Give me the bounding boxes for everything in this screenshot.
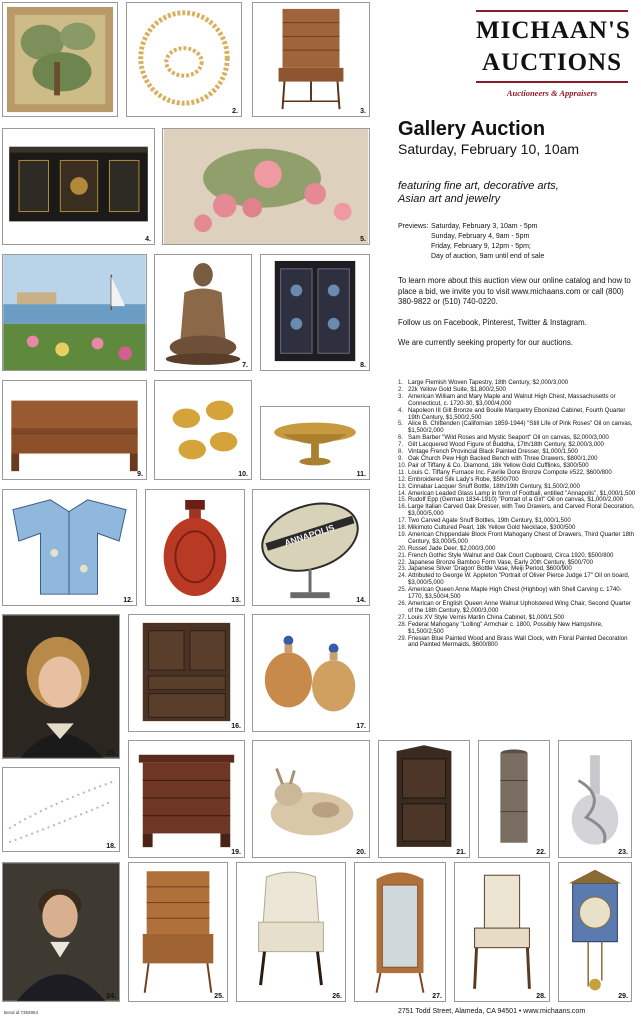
lot-entry-text: Large Italian Carved Oak Dresser, with Two Drawers, and Carved Floral Decoration, $3,000/5,000 bbox=[408, 503, 635, 518]
lot-photo-church-pew bbox=[2, 380, 147, 480]
logo-bottom-rule bbox=[476, 81, 628, 83]
lot-entry-number: 10. bbox=[398, 461, 407, 469]
lot-entry-text: Sam Barber "Wild Roses and Mystic Seaport" Oil on canvas, $2,000/3,000 bbox=[408, 434, 609, 442]
lot-entry-text: Louis XV Style Vernis Martin China Cabinet, $1,000/1,500 bbox=[408, 613, 565, 621]
lot-entry-number: 4. bbox=[398, 406, 404, 414]
logo-top-rule bbox=[476, 10, 628, 12]
lot-entry-text: Federal Mahogany "Lolling" Armchair c. 1800, Possibly New Hampshire, $1,500/2,500 bbox=[408, 620, 603, 635]
lot-entry-text: Two Carved Agate Snuff Bottles, 19th Century, $1,000/1,500 bbox=[408, 517, 571, 525]
lot-entry-number: 19. bbox=[398, 530, 407, 538]
lot-entry-text: Russet Jade Deer, $2,000/3,000 bbox=[408, 544, 496, 552]
lot-entry-number: 22. bbox=[398, 558, 407, 566]
lot-number: 26. bbox=[332, 993, 342, 1000]
lot-photo-silk-robe bbox=[2, 489, 137, 606]
lot-entry-text: Napoleon III Gilt Bronze and Boulle Marquetry Ebonized Cabinet, Fourth Quarter 19th Century, $1,500/2,500 bbox=[408, 406, 626, 421]
lot-number: 17. bbox=[356, 723, 366, 730]
lot-entry-text: 22k Yellow Gold Suite, $1,800/2,500 bbox=[408, 385, 506, 393]
lot-number: 23. bbox=[618, 849, 628, 856]
preview-date: Saturday, February 3, 10am - 5pm bbox=[431, 223, 538, 230]
lot-photo-oak-dresser bbox=[128, 614, 245, 732]
lot-entry bbox=[398, 573, 636, 587]
lot-entry-text: Louis C. Tiffany Furnace Inc. Favrile Dore Bronze Compote #522, $600/800 bbox=[408, 468, 612, 476]
lot-entry-text: Rudolf Epp (German 1834-1910) "Portrait of a Girl" Oil on canvas, $1,000/2,000 bbox=[408, 496, 624, 504]
lot-photo-gold-suite bbox=[126, 2, 242, 117]
lot-entry-number: 5. bbox=[398, 420, 404, 428]
lot-photo-high-chest bbox=[252, 2, 370, 117]
lot-photo-cinnabar-bottle bbox=[145, 489, 245, 606]
footer-address: 2751 Todd Street, Alameda, CA 94501 • www.michaans.com bbox=[398, 1008, 586, 1015]
china-cabinet-image bbox=[355, 863, 445, 1001]
silver-dragon-vase-image bbox=[559, 741, 631, 857]
lot-number: 4. bbox=[145, 236, 151, 243]
lot-entry-number: 20. bbox=[398, 544, 407, 552]
lot-entry-number: 26. bbox=[398, 600, 407, 607]
lot-photo-silver-vase bbox=[558, 740, 632, 858]
lot-photo-wing-chair bbox=[236, 862, 346, 1002]
church-pew-image bbox=[3, 381, 146, 479]
lot-number: 8. bbox=[360, 362, 366, 369]
lot-entry-number: 24. bbox=[398, 572, 407, 580]
preview-date: Friday, February 9, 12pm - 5pm; bbox=[431, 243, 531, 250]
lot-entry-text: Cinnabar Lacquer Snuff Bottle, 18th/19th Century, $1,500/2,000 bbox=[408, 482, 580, 490]
lot-entry-text: American Chippendale Block Front Mahogany Chest of Drawers, Third Quarter 18th Century, $3,000/5,000 bbox=[408, 530, 635, 545]
lot-number: 21. bbox=[456, 849, 466, 856]
lot-entry-number: 15. bbox=[398, 496, 407, 504]
lot-entry-number: 28. bbox=[398, 620, 407, 628]
chest-of-drawers-image bbox=[129, 741, 244, 857]
highboy-image bbox=[129, 863, 227, 1001]
lolling-chair-image bbox=[455, 863, 549, 1001]
lot-photo-court-cupboard bbox=[378, 740, 470, 858]
lot-photo-pearl-necklace bbox=[2, 767, 120, 852]
learn-more-text: To learn more about this auction view our online catalog and how to place a bid, we invite you to visit www.michaans.com or call (800) 380-9822 or (510) 740-0220. bbox=[398, 276, 631, 306]
featuring-line-2: Asian art and jewelry bbox=[398, 193, 501, 205]
lot-entry-text: Friesian Blue Painted Wood and Brass Wall Clock, with Floral Painted Decoration and Painted Mermaids, $600/800 bbox=[408, 634, 628, 649]
lot-photo-compote bbox=[260, 406, 370, 480]
gold-necklace-image bbox=[127, 3, 241, 116]
lot-entry-number: 29. bbox=[398, 634, 407, 642]
lot-entry-text: Large Flemish Woven Tapestry, 18th Century, $2,000/3,000 bbox=[408, 379, 569, 386]
logo-name-line2: AUCTIONS bbox=[482, 49, 622, 76]
lot-photo-seaport-painting bbox=[2, 254, 147, 371]
lot-photo-buddha bbox=[154, 254, 252, 371]
lot-number: 2. bbox=[232, 108, 238, 115]
lot-entry-text: Pair of Tiffany & Co. Diamond, 18k Yellow Gold Cufflinks, $300/500 bbox=[408, 461, 589, 469]
lot-entry-text: Embroidered Silk Lady's Robe, $500/700 bbox=[408, 475, 519, 483]
lot-number: 10. bbox=[238, 471, 248, 478]
agate-bottles-image bbox=[253, 615, 369, 731]
lot-entry-text: American William and Mary Maple and Walnut High Chest, Massachusetts or Connecticut, c. 1720-30, $3,000/4,000 bbox=[408, 392, 616, 407]
lot-number: 12. bbox=[123, 597, 133, 604]
seeking-text: We are currently seeking property for our auctions. bbox=[398, 338, 573, 347]
lot-entry bbox=[398, 636, 636, 650]
lot-number: 27. bbox=[432, 993, 442, 1000]
michaans-logo bbox=[476, 10, 631, 98]
cinnabar-bottle-image bbox=[146, 490, 244, 605]
preview-date: Sunday, February 4, 9am - 5pm bbox=[431, 233, 530, 240]
lot-number: 19. bbox=[231, 849, 241, 856]
lot-entry bbox=[398, 601, 636, 615]
lot-entry bbox=[398, 532, 636, 546]
compote-image bbox=[261, 407, 369, 479]
portrait-man-image bbox=[3, 863, 119, 1001]
lot-entry-number: 23. bbox=[398, 565, 407, 573]
lot-entry-number: 9. bbox=[398, 454, 404, 462]
lot-number: 3. bbox=[360, 108, 366, 115]
lot-photo-chest-of-drawers bbox=[128, 740, 245, 858]
lot-entry-number: 25. bbox=[398, 586, 407, 594]
lot-entry bbox=[398, 587, 636, 601]
cabinet-image bbox=[3, 129, 154, 244]
court-cupboard-image bbox=[379, 741, 469, 857]
lamp-lettering: ANNAPOLIS bbox=[283, 522, 336, 549]
lot-entry-number: 27. bbox=[398, 613, 407, 621]
lot-entry-text: American Queen Anne Maple High Chest (Highboy) with Shell Carving c. 1740-1770, $3,500/4,500 bbox=[408, 586, 622, 601]
lot-number: 24. bbox=[106, 993, 116, 1000]
lot-entry-number: 16. bbox=[398, 503, 407, 511]
lot-photo-agate-bottles bbox=[252, 614, 370, 732]
lot-entry bbox=[398, 421, 636, 435]
lot-number: 9. bbox=[137, 471, 143, 478]
portrait-girl-image bbox=[3, 615, 119, 758]
lot-entry bbox=[398, 504, 636, 518]
lot-entry-text: Gilt Lacquered Wood Figure of Buddha, 17th/18th Century, $2,000/3,000 bbox=[408, 441, 604, 449]
lot-number: 13. bbox=[231, 597, 241, 604]
lot-list bbox=[398, 380, 636, 649]
black-dresser-image bbox=[261, 255, 369, 370]
lot-number: 29. bbox=[618, 993, 628, 1000]
lot-photo-bronze-vase bbox=[478, 740, 550, 858]
cufflinks-image bbox=[155, 381, 251, 479]
lot-entry-number: 18. bbox=[398, 524, 407, 532]
lot-entry-number: 12. bbox=[398, 475, 407, 483]
follow-text: Follow us on Facebook, Pinterest, Twitter & Instagram. bbox=[398, 317, 587, 327]
lot-photo-tapestry bbox=[2, 2, 118, 117]
previews bbox=[398, 222, 634, 262]
jade-deer-image bbox=[253, 741, 369, 857]
lot-number: 5. bbox=[360, 236, 366, 243]
lot-number: 22. bbox=[536, 849, 546, 856]
lot-photo-highboy bbox=[128, 862, 228, 1002]
logo-name-line1: MICHAAN'S bbox=[476, 17, 631, 44]
lot-entry-number: 21. bbox=[398, 551, 407, 559]
lot-number: 14. bbox=[356, 597, 366, 604]
lot-photo-portrait-girl bbox=[2, 614, 120, 759]
lot-entry-text: American or English Queen Anne Walnut Upholstered Wing Chair, Second Quarter of the 18th Century, $2,000/3,000 bbox=[408, 600, 631, 614]
lot-entry-text: Oak Church Pew High Backed Bench with Three Drawers, $800/1,200 bbox=[408, 454, 598, 462]
lot-number: 15. bbox=[106, 750, 116, 757]
lot-entry-number: 17. bbox=[398, 517, 407, 525]
lot-number: 25. bbox=[214, 993, 224, 1000]
lot-entry-number: 3. bbox=[398, 392, 404, 400]
lot-entry bbox=[398, 408, 636, 422]
wall-clock-image bbox=[559, 863, 631, 1001]
roses-painting-image bbox=[163, 129, 369, 244]
lot-entry-text: Alice B. Chittenden (Californian 1859-1944) "Still Life of Pink Roses" Oil on canvas, $1,500/2,000 bbox=[408, 420, 633, 435]
lot-number: 18. bbox=[106, 843, 116, 850]
lot-entry-number: 8. bbox=[398, 448, 404, 456]
seaport-painting-image bbox=[3, 255, 146, 370]
lot-number: 7. bbox=[242, 362, 248, 369]
lot-entry-text: Attributed to George W. Appleton "Portrait of Oliver Pierce Judge 17" Oil on board, $3,000/5,000 bbox=[408, 572, 630, 587]
oak-dresser-image bbox=[129, 615, 244, 731]
featuring-line-1: featuring fine art, decorative arts, bbox=[398, 180, 559, 192]
auction-date: Saturday, February 10, 10am bbox=[398, 141, 580, 157]
lot-number: 28. bbox=[536, 993, 546, 1000]
lot-entry-text: American Leaded Glass Lamp in form of Football, entitled "Annapolis", $1,000/1,500 bbox=[408, 489, 636, 497]
auction-title: Gallery Auction bbox=[398, 118, 546, 140]
high-chest-image bbox=[253, 3, 369, 116]
lot-photo-football-lamp bbox=[252, 489, 370, 606]
lot-entry-text: Japanese Bronze Bamboo Form Vase, Early 20th Century, $500/700 bbox=[408, 558, 594, 566]
lot-number: 16. bbox=[231, 723, 241, 730]
lot-entry-number: 1. bbox=[398, 379, 404, 386]
lot-entry-number: 6. bbox=[398, 434, 404, 442]
lot-entry-text: Mikimoto Cultured Pearl, 18k Yellow Gold Necklace, $300/500 bbox=[408, 524, 576, 532]
lot-entry-number: 7. bbox=[398, 441, 404, 449]
lot-entry-number: 13. bbox=[398, 482, 407, 490]
lot-photo-wall-clock bbox=[558, 862, 632, 1002]
lot-entry-text: Vintage French Provincial Black Painted Dresser, $1,000/1,500 bbox=[408, 448, 578, 456]
lot-photo-portrait-man bbox=[2, 862, 120, 1002]
lot-entry-number: 2. bbox=[398, 385, 404, 393]
lot-photo-cufflinks bbox=[154, 380, 252, 480]
buddha-image bbox=[155, 255, 251, 370]
lot-photo-jade-deer bbox=[252, 740, 370, 858]
previews-label: Previews: bbox=[398, 223, 429, 230]
pearl-necklace-image bbox=[3, 768, 119, 851]
lot-photo-dresser bbox=[260, 254, 370, 371]
bronze-vase-image bbox=[479, 741, 549, 857]
lot-entry-text: Japanese Silver 'Dragon' Bottle Vase, Meiji Period, $600/900 bbox=[408, 565, 572, 573]
wing-chair-image bbox=[237, 863, 345, 1001]
logo-tagline: Auctioneers & Appraisers bbox=[506, 88, 598, 98]
lot-entry-number: 14. bbox=[398, 489, 407, 497]
lot-entry-text: French Gothic Style Walnut and Oak Court Cupboard, Circa 1920, $500/800 bbox=[408, 551, 614, 559]
lot-photo-lolling-chair bbox=[454, 862, 550, 1002]
lot-number: 11. bbox=[356, 471, 366, 478]
lot-photo-cabinet bbox=[2, 128, 155, 245]
lot-entry bbox=[398, 622, 636, 636]
lot-entry bbox=[398, 394, 636, 408]
tapestry-image bbox=[3, 3, 117, 116]
lot-photo-roses-painting bbox=[162, 128, 370, 245]
lot-photo-china-cabinet bbox=[354, 862, 446, 1002]
football-lamp-image bbox=[253, 490, 369, 605]
footer-code: Bond id 7392954 bbox=[4, 1010, 39, 1015]
auction-info bbox=[398, 118, 634, 349]
lot-entry-number: 11. bbox=[398, 468, 407, 476]
preview-date: Day of auction, 9am until end of sale bbox=[431, 253, 545, 260]
lot-number: 20. bbox=[356, 849, 366, 856]
silk-robe-image bbox=[3, 490, 136, 605]
